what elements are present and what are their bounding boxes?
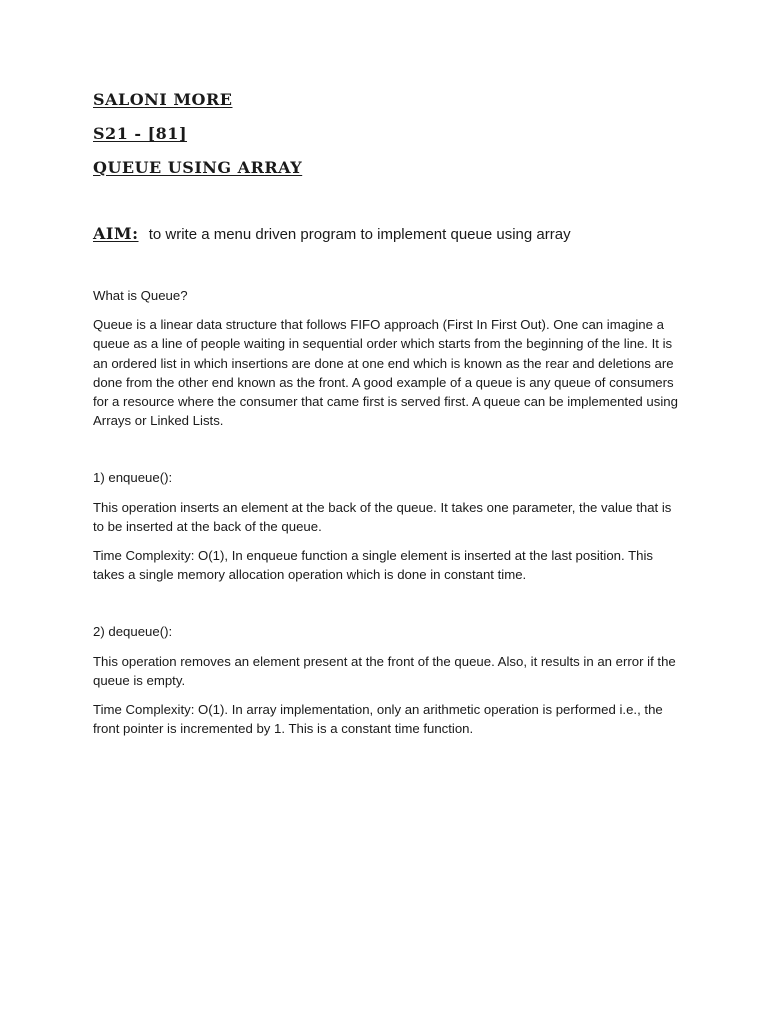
what-is-queue-heading: What is Queue? [93,288,188,303]
enqueue-description: This operation inserts an element at the back of the queue. It takes one parameter, the value that is to be inserted at the back of the queue. [93,499,672,534]
document-title: QUEUE USING ARRAY [93,158,303,177]
aim-label: AIM: [93,224,139,243]
dequeue-heading: 2) dequeue(): [93,624,173,640]
author-name: SALONI MORE [93,90,233,109]
dequeue-complexity: Time Complexity: O(1). In array implementation, only an arithmetic operation is performed i.e., the front pointer is incremented by 1. This is a constant time function. [93,702,663,737]
enqueue-complexity: Time Complexity: O(1), In enqueue function a single element is inserted at the last position. This takes a single memory allocation operation which is done in constant time. [93,548,654,583]
queue-description: Queue is a linear data structure that follows FIFO approach (First In First Out). One can imagine a queue as a line of people waiting in sequential order which starts from the beginning of the line. It is an ordered list in which insertions are done at one end which is known as the rear and deletions are done from the other end known as the front. A good example of a queue is any queue of consumers for a resource where the consumer that came first is served first. A queue can be implemented using Arrays or Linked Lists. [93,317,678,429]
dequeue-description: This operation removes an element present at the front of the queue. Also, it results in an error if the queue is empty. [93,653,676,688]
aim-line [93,223,683,246]
document-body [93,90,683,738]
roll-number: S21 - [81] [93,124,188,143]
enqueue-heading: 1) enqueue(): [93,470,173,486]
aim-text: to write a menu driven program to implement queue using array [148,226,571,243]
